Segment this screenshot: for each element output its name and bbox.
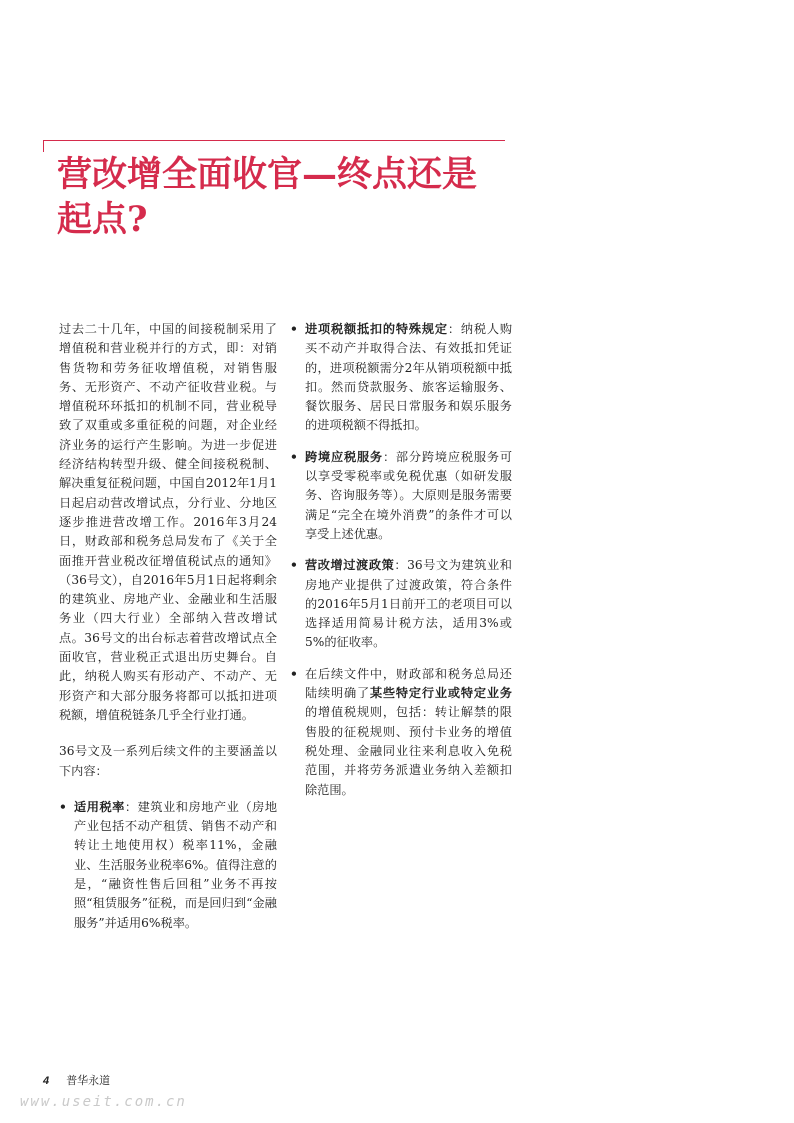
page-number: 4 xyxy=(43,1075,50,1087)
bullet-text: 在后续文件中，财政部和税务总局还陆续明确了 xyxy=(305,666,512,701)
bullet-text: ：建筑业和房地产业（房地产业包括不动产租赁、销售不动产和转让土地使用权）税率11%，金融业、生活服务业税率6%。值得注意的是，“融资性售后回租”业务不再按照“租赁服务”征税，而是回归到“金融服务”并适用6%税率。 xyxy=(74,799,278,930)
bullet-text: ：部分跨境应税服务可以享受零税率或免税优惠（如研发服务、咨询服务等）。大原则是服务需要满足“完全在境外消费”的条件才可以享受上述优惠。 xyxy=(305,449,513,541)
bullet-heading: 适用税率 xyxy=(74,799,125,814)
bullet-heading: 进项税额抵扣的特殊规定 xyxy=(305,322,448,336)
bullet-heading: 营改增过渡政策 xyxy=(305,558,395,573)
intro-paragraph: 过去二十几年，中国的间接税制采用了增值税和营业税并行的方式，即：对销售货物和劳务征收增值税，对销售服务、无形资产、不动产征收营业税。与增值税环环抵扣的机制不同，营业税导致了双重或多重征税的问题，对企业经济业务的运行产生影响。为进一步促进经济结构转型升级、健全间接税税制、解决重复征税问题，中国自2012年1月1日起启动营改增试点，分行业、分地区逐步推进营改增工作。2016年3月24日，财政部和税务总局发布了《关于全面推开营业税改征增值税试点的通知》（36号文），自2016年5月1日起将剩余的建筑业、房地产业、金融业和生活服务业（四大行业）全部纳入营改增试点。36号文的出台标志着营改增试点全面收官，营业税正式退出历史舞台。自此，纳税人购买有形动产、不动产、无形资产和大部分服务将都可以抵扣进项税额，增值税链条几乎全行业打通。 xyxy=(59,322,277,722)
left-column xyxy=(59,320,277,945)
left-bullet-list xyxy=(59,798,277,933)
title-rule-tick xyxy=(43,140,44,152)
right-bullet-list xyxy=(290,320,512,800)
page-title: 营改增全面收官—终点还是起点? xyxy=(57,154,478,240)
bullet-heading: 某些特定行业或特定业务 xyxy=(369,686,512,701)
watermark: www.useit.com.cn xyxy=(20,1094,187,1110)
bullet-item xyxy=(290,320,512,436)
bullet-item xyxy=(290,556,512,652)
brand-name: 普华永道 xyxy=(66,1075,111,1087)
bullet-item xyxy=(290,665,512,800)
title-rule xyxy=(43,140,505,141)
intro-lead: 36号文及一系列后续文件的主要涵盖以下内容： xyxy=(59,744,277,778)
bullet-heading: 跨境应税服务 xyxy=(305,449,383,464)
right-column xyxy=(290,320,512,812)
bullet-item xyxy=(59,798,277,933)
bullet-text: ：纳税人购买不动产并取得合法、有效抵扣凭证的，进项税额需分2年从销项税额中抵扣。然而贷款服务、旅客运输服务、餐饮服务、居民日常服务和娱乐服务的进项税额不得抵扣。 xyxy=(305,322,513,433)
bullet-item xyxy=(290,448,512,544)
bullet-text: ：36号文为建筑业和房地产业提供了过渡政策，符合条件的2016年5月1日前开工的老项目可以选择适用简易计税方法，适用3%或5%的征收率。 xyxy=(305,558,512,650)
page-footer xyxy=(43,1072,110,1088)
bullet-text: 的增值税规则，包括：转让解禁的限售股的征税规则、预付卡业务的增值税处理、金融同业往来利息收入免税范围，并将劳务派遣业务纳入差额扣除范围。 xyxy=(305,705,512,797)
